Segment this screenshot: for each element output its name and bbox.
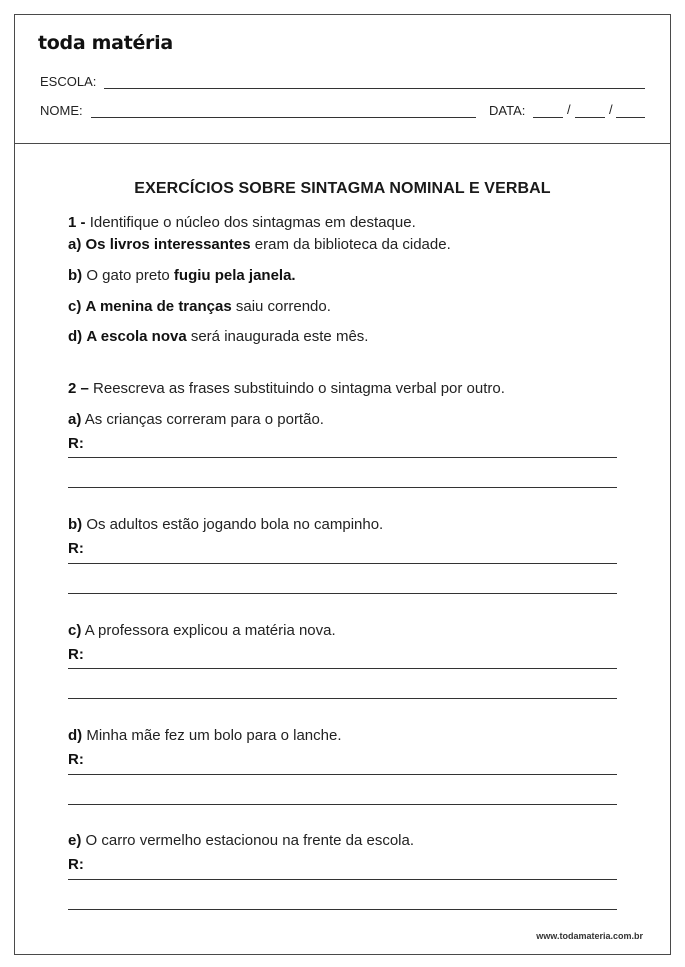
worksheet-frame	[14, 14, 671, 955]
item-text: A professora explicou a matéria nova.	[84, 622, 336, 639]
question-1-item-a	[68, 236, 451, 253]
name-label: NOME:	[40, 103, 83, 118]
date-day-field[interactable]	[533, 117, 563, 118]
answer-line[interactable]	[68, 879, 617, 880]
highlighted-phrase: Os livros interessantes	[85, 236, 251, 253]
question-text: Reescreva as frases substituindo o sintagma verbal por outro.	[93, 380, 505, 397]
question-1-item-b	[68, 267, 296, 284]
header-divider	[14, 143, 671, 144]
question-2-item-b	[68, 516, 383, 533]
highlighted-phrase: A menina de tranças	[85, 298, 232, 315]
answer-line[interactable]	[68, 457, 617, 458]
question-2-item-e	[68, 832, 414, 849]
footer-url: www.todamateria.com.br	[536, 931, 643, 941]
answer-line[interactable]	[68, 487, 617, 488]
date-label: DATA:	[489, 103, 526, 118]
item-text: saiu correndo.	[235, 298, 331, 315]
item-text: As crianças correram para o portão.	[84, 411, 324, 428]
date-separator: /	[567, 102, 571, 117]
answer-label: R:	[68, 435, 84, 452]
highlighted-phrase: A escola nova	[86, 328, 187, 345]
question-2-item-a	[68, 411, 324, 428]
answer-label: R:	[68, 646, 84, 663]
answer-line[interactable]	[68, 909, 617, 910]
item-letter: b)	[68, 516, 83, 533]
item-letter: a)	[68, 411, 82, 428]
school-label: ESCOLA:	[40, 74, 97, 89]
worksheet-title: EXERCÍCIOS SOBRE SINTAGMA NOMINAL E VERBAL	[134, 180, 551, 197]
question-2-item-c	[68, 622, 336, 639]
answer-line[interactable]	[68, 563, 617, 564]
question-2-item-d	[68, 727, 342, 744]
question-2-prompt	[68, 380, 505, 397]
item-text: O gato preto	[86, 267, 170, 284]
item-letter: e)	[68, 832, 82, 849]
name-field[interactable]	[91, 117, 476, 118]
item-letter: c)	[68, 298, 82, 315]
question-number: 1 -	[68, 214, 86, 231]
item-text: Os adultos estão jogando bola no campinho.	[86, 516, 384, 533]
item-letter: a)	[68, 236, 82, 253]
school-field[interactable]	[104, 88, 645, 89]
item-letter: d)	[68, 727, 83, 744]
question-1-item-c	[68, 298, 331, 315]
answer-line[interactable]	[68, 804, 617, 805]
item-letter: b)	[68, 267, 83, 284]
item-text: Minha mãe fez um bolo para o lanche.	[86, 727, 342, 744]
item-letter: d)	[68, 328, 83, 345]
answer-line[interactable]	[68, 593, 617, 594]
question-text: Identifique o núcleo dos sintagmas em destaque.	[89, 214, 416, 231]
item-text: O carro vermelho estacionou na frente da escola.	[85, 832, 415, 849]
answer-label: R:	[68, 856, 84, 873]
date-year-field[interactable]	[616, 117, 645, 118]
question-1-item-d	[68, 328, 368, 345]
answer-label: R:	[68, 540, 84, 557]
answer-line[interactable]	[68, 698, 617, 699]
question-1-prompt	[68, 214, 416, 231]
answer-line[interactable]	[68, 668, 617, 669]
answer-label: R:	[68, 751, 84, 768]
date-month-field[interactable]	[575, 117, 605, 118]
item-letter: c)	[68, 622, 82, 639]
highlighted-phrase: fugiu pela janela.	[173, 267, 296, 284]
question-number: 2 –	[68, 380, 89, 397]
item-text: eram da biblioteca da cidade.	[254, 236, 451, 253]
date-separator: /	[609, 102, 613, 117]
answer-line[interactable]	[68, 774, 617, 775]
brand-logo: toda matéria	[38, 32, 173, 54]
item-text: será inaugurada este mês.	[190, 328, 369, 345]
